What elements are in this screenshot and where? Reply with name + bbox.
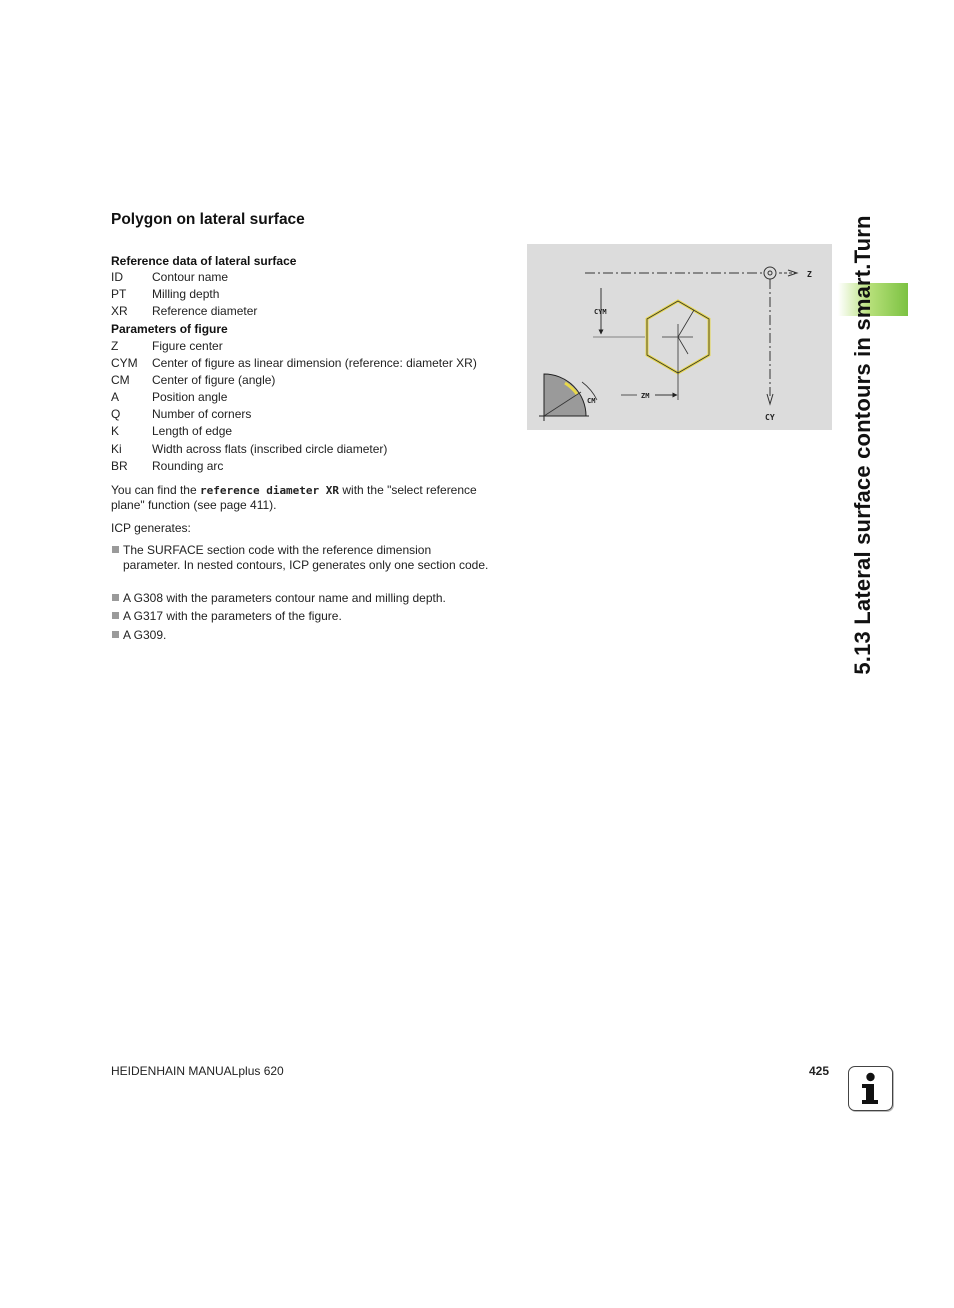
param-desc: Center of figure as linear dimension (reference: diameter XR)	[152, 356, 477, 371]
bullet-text: The SURFACE section code with the reference dimension parameter. In nested contours, ICP generates only one section code.	[123, 543, 489, 572]
param-desc: Length of edge	[152, 424, 233, 439]
param-code: PT	[111, 287, 127, 302]
cy-axis-label: CY	[765, 413, 775, 422]
note-text-before: You can find the	[111, 483, 200, 497]
section-title: Polygon on lateral surface	[111, 211, 305, 228]
polygon-diagram-svg	[527, 244, 832, 430]
param-code: ID	[111, 270, 123, 284]
reference-heading: Reference data of lateral surface	[111, 254, 297, 268]
hexagon-radius-line	[678, 310, 694, 337]
param-code: Ki	[111, 441, 122, 456]
note-code: reference diameter XR	[199, 484, 340, 497]
param-desc: Figure center	[152, 339, 223, 353]
icp-intro: ICP generates:	[111, 521, 191, 535]
param-code: Q	[111, 407, 121, 422]
param-code: BR	[111, 458, 128, 473]
page-number: 425	[809, 1064, 830, 1078]
footer-manual-name: HEIDENHAIN MANUALplus 620	[111, 1064, 284, 1078]
reference-note	[111, 483, 503, 513]
bullet-square-icon	[112, 612, 119, 619]
param-code: A	[111, 390, 120, 405]
list-item	[111, 591, 491, 606]
bullet-text: A G309.	[123, 628, 167, 642]
bullet-square-icon	[112, 631, 119, 638]
chapter-sidebar-title: 5.13 Lateral surface contours in smart.Turn	[850, 215, 875, 675]
param-desc: Width across flats (inscribed circle diameter)	[152, 441, 388, 456]
surface-section-view	[544, 374, 586, 416]
param-desc: Center of figure (angle)	[152, 373, 276, 388]
list-item	[111, 628, 491, 643]
bullet-square-icon	[112, 546, 119, 553]
z-axis-label: Z	[807, 270, 812, 279]
param-desc: Rounding arc	[152, 458, 224, 473]
param-code: CYM	[111, 356, 138, 371]
cym-label: CYM	[594, 308, 607, 316]
param-desc: Reference diameter	[152, 304, 258, 319]
list-item	[111, 609, 491, 624]
note-text-after: with the "select reference plane" function (see page 411).	[111, 483, 477, 512]
cm-label: CM	[587, 397, 596, 405]
list-item	[111, 543, 491, 572]
bullet-text: A G308 with the parameters contour name and milling depth.	[123, 591, 446, 605]
param-code: K	[111, 424, 120, 439]
param-desc: Position angle	[152, 390, 228, 405]
param-code: XR	[111, 304, 128, 319]
info-icon	[848, 1066, 893, 1111]
figure-params-heading: Parameters of figure	[111, 322, 228, 336]
bullet-square-icon	[112, 594, 119, 601]
zm-label: ZM	[641, 392, 650, 400]
param-desc: Milling depth	[152, 287, 220, 302]
param-desc: Number of corners	[152, 407, 252, 422]
bullet-text: A G317 with the parameters of the figure.	[123, 609, 342, 623]
param-desc: Contour name	[152, 270, 229, 284]
origin-symbol	[764, 267, 776, 279]
param-code: CM	[111, 373, 130, 388]
polygon-diagram	[527, 244, 832, 430]
param-code: Z	[111, 339, 119, 353]
info-glyph	[849, 1067, 892, 1110]
